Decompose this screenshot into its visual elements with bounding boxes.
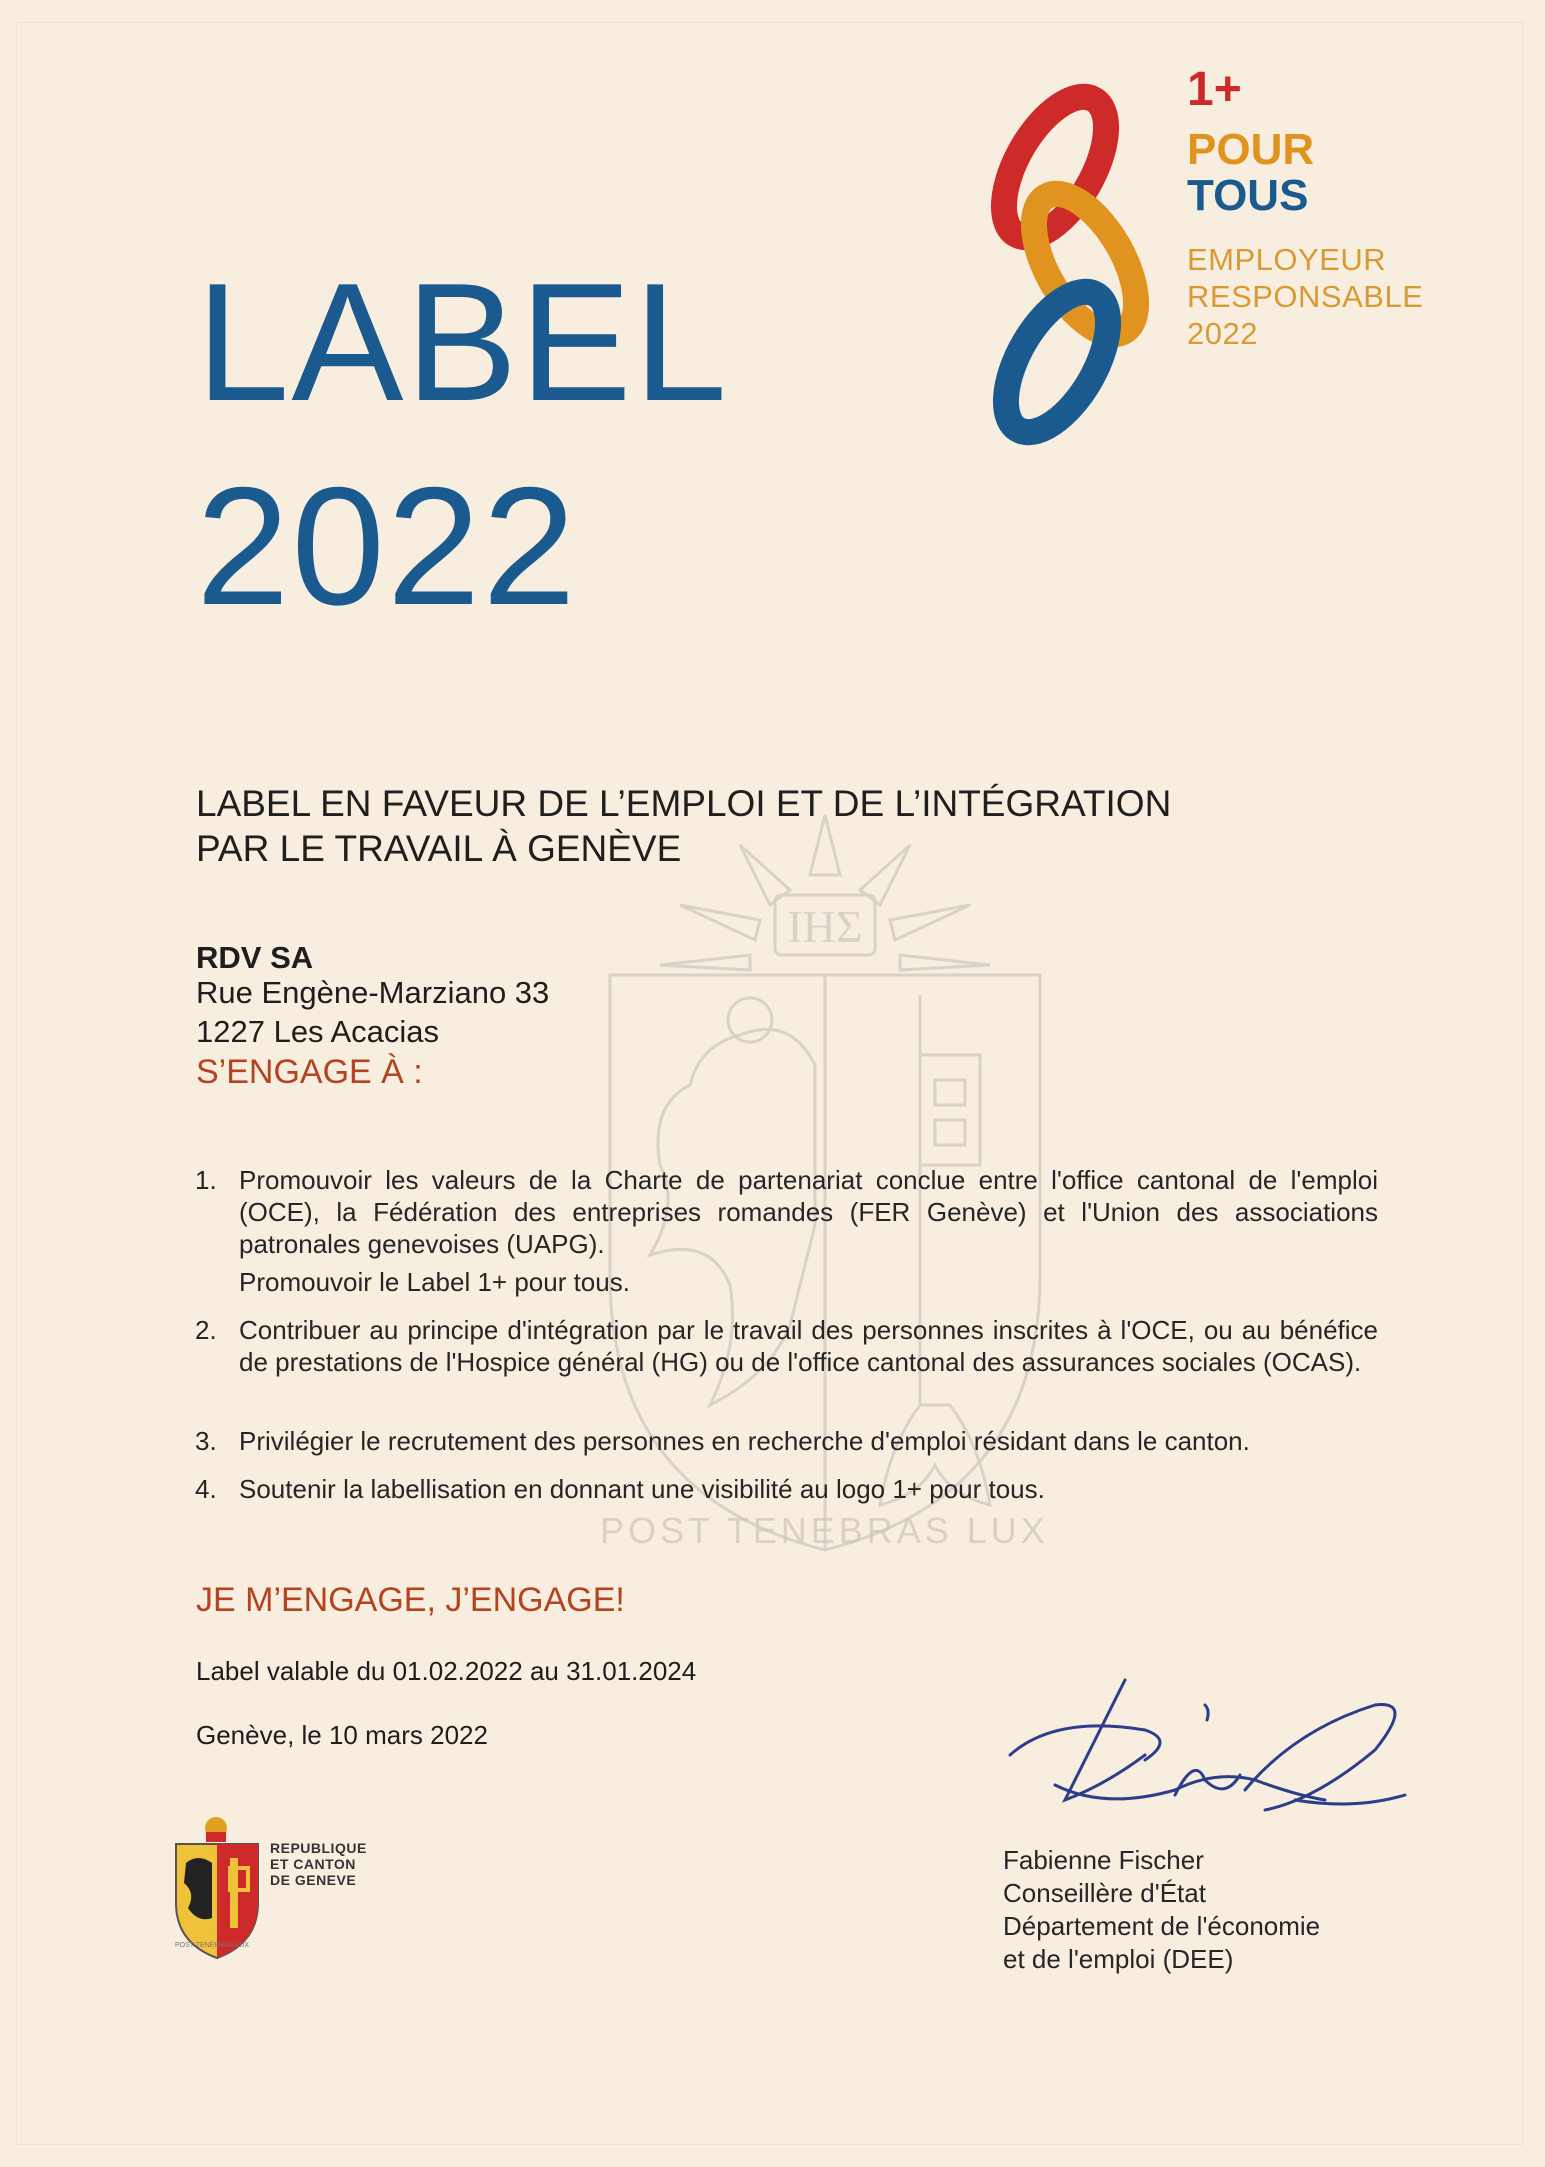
validity-period: Label valable du 01.02.2022 au 31.01.2024 bbox=[196, 1656, 697, 1686]
ihs-monogram: IHΣ bbox=[787, 901, 863, 952]
logo-year: 2022 bbox=[1187, 316, 1258, 351]
signer-name: Fabienne Fischer bbox=[1003, 1845, 1204, 1875]
address-street: Rue Engène-Marziano 33 bbox=[196, 975, 550, 1010]
canton-line-1: REPUBLIQUE bbox=[270, 1840, 367, 1856]
headline-line-2: PAR LE TRAVAIL À GENÈVE bbox=[196, 828, 682, 869]
canton-line-3: DE GENEVE bbox=[270, 1872, 357, 1888]
engagement-motto: JE M’ENGAGE, J’ENGAGE! bbox=[196, 1581, 625, 1619]
engage-heading: S’ENGAGE À : bbox=[196, 1053, 423, 1091]
commitment-text: Contribuer au principe d'intégration par le travail des personnes inscrites à l'OCE, ou au bénéfice de prestations de l'Hospice général (HG) ou de l'office cantonal des assurances sociales (OCAS). bbox=[239, 1315, 1378, 1377]
canton-motto: POST TENEBRAS LUX bbox=[175, 1942, 250, 1949]
title-year: 2022 bbox=[196, 452, 578, 640]
logo-employeur: EMPLOYEUR bbox=[1187, 242, 1387, 277]
signer-title: Conseillère d'État bbox=[1003, 1878, 1206, 1908]
watermark-motto: POST TENEBRAS LUX bbox=[600, 1510, 1049, 1551]
logo-one-plus: 1+ bbox=[1187, 63, 1242, 116]
commitment-number: 1. bbox=[195, 1165, 217, 1195]
chain-link-blue bbox=[985, 275, 1129, 448]
commitment-text: Promouvoir les valeurs de la Charte de partenariat conclue entre l'office cantonal de l'emploi (OCE), la Fédération des entreprises romandes (FER Genève) et l'Union des associations patronales genevoises (UAPG). bbox=[239, 1165, 1378, 1259]
commitment-number: 3. bbox=[195, 1426, 217, 1456]
signer-department-line-1: Département de l'économie bbox=[1003, 1911, 1321, 1941]
commitment-extra: Promouvoir le Label 1+ pour tous. bbox=[239, 1267, 630, 1297]
commitment-number: 2. bbox=[195, 1315, 217, 1345]
commitment-number: 4. bbox=[195, 1474, 217, 1504]
address-city: 1227 Les Acacias bbox=[196, 1014, 440, 1049]
logo-responsable: RESPONSABLE bbox=[1187, 279, 1424, 314]
canton-name bbox=[270, 1840, 367, 1888]
place-date: Genève, le 10 mars 2022 bbox=[196, 1720, 488, 1750]
title-label: LABEL bbox=[196, 248, 730, 436]
canton-line-2: ET CANTON bbox=[270, 1856, 356, 1872]
logo-tous: TOUS bbox=[1187, 171, 1309, 220]
handwritten-signature bbox=[995, 1660, 1415, 1825]
chain-logo-icon bbox=[975, 72, 1190, 457]
company-name: RDV SA bbox=[196, 940, 314, 975]
sun-emblem bbox=[205, 1817, 227, 1842]
commitment-text: Soutenir la labellisation en donnant une visibilité au logo 1+ pour tous. bbox=[239, 1474, 1045, 1504]
logo-pour: POUR bbox=[1187, 125, 1315, 174]
headline-line-1: LABEL EN FAVEUR DE L’EMPLOI ET DE L’INTÉGRATION bbox=[196, 783, 1172, 824]
commitment-text: Privilégier le recrutement des personnes en recherche d'emploi résidant dans le canton. bbox=[239, 1426, 1250, 1456]
signer-department-line-2: et de l'emploi (DEE) bbox=[1003, 1944, 1234, 1974]
